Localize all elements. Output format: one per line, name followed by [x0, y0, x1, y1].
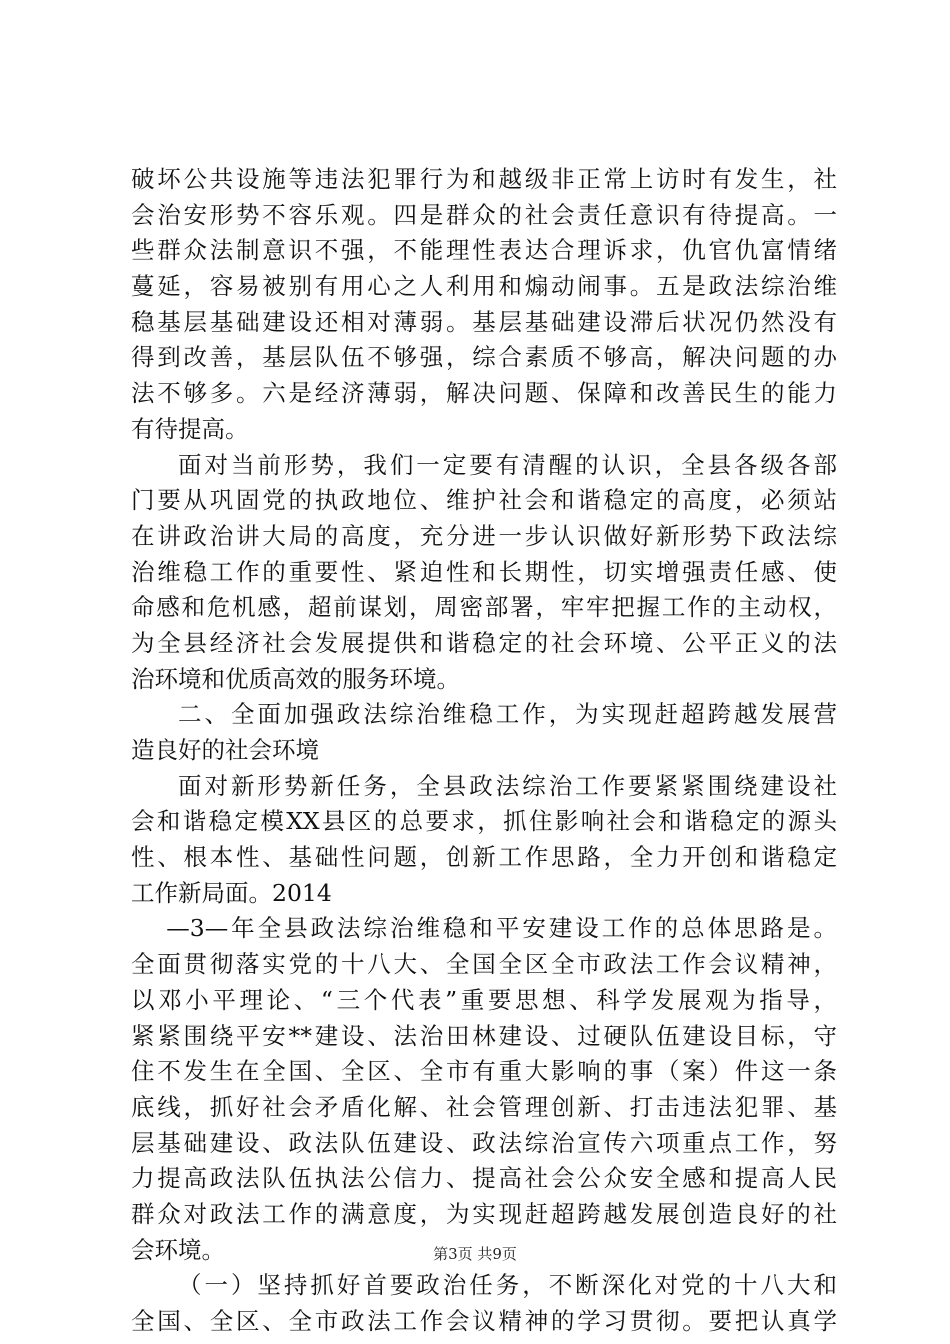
text-line: 治维稳工作的重要性、紧迫性和长期性，切实增强责任感、使	[131, 557, 837, 586]
text-line: 破坏公共设施等违法犯罪行为和越级非正常上访时有发生，社	[131, 165, 837, 193]
text-line: 门要从巩固党的执政地位、维护社会和谐稳定的高度，必须站	[131, 486, 837, 515]
text-line: 造良好的社会环境	[131, 736, 319, 764]
text-line: 会环境。	[131, 1235, 225, 1264]
text-line: 在讲政治讲大局的高度，充分进一步认识做好新形势下政法综	[131, 521, 837, 550]
page-number-footer: 第3页 共9页	[433, 1245, 517, 1263]
text-line: 治环境和优质高效的服务环境。	[131, 664, 460, 693]
text-line: 群众对政法工作的满意度，为实现赶超跨越发展创造良好的社	[131, 1199, 837, 1228]
text-line: 底线，抓好社会矛盾化解、社会管理创新、打击违法犯罪、基	[131, 1092, 837, 1121]
document-body	[131, 162, 837, 1340]
text-line: 会和谐稳定模XX县区的总要求，抓住影响社会和谐稳定的源头	[131, 807, 837, 836]
text-line: 有待提高。	[131, 414, 249, 443]
text-line: 命感和危机感，超前谋划，周密部署，牢牢把握工作的主动权，	[131, 593, 837, 622]
text-line: 会治安形势不容乐观。四是群众的社会责任意识有待提高。一	[131, 200, 837, 229]
text-line: 稳基层基础建设还相对薄弱。基层基础建设滞后状况仍然没有	[131, 307, 837, 336]
text-line: 全面贯彻落实党的十八大、全国全区全市政法工作会议精神，	[131, 950, 837, 979]
text-line: 性、根本性、基础性问题，创新工作思路，全力开创和谐稳定	[131, 843, 837, 872]
text-line: 面对当前形势，我们一定要有清醒的认识，全县各级各部	[178, 450, 837, 479]
text-line: 层基础建设、政法队伍建设、政法综治宣传六项重点工作，努	[131, 1128, 837, 1157]
text-line: （一）坚持抓好首要政治任务，不断深化对党的十八大和	[178, 1271, 837, 1300]
text-line: —3—年全县政法综治维稳和平安建设工作的总体思路是。	[166, 914, 837, 943]
text-line: 力提高政法队伍执法公信力、提高社会公众安全感和提高人民	[131, 1164, 837, 1193]
text-line: 全国、全区、全市政法工作会议精神的学习贯彻。要把认真学	[131, 1307, 837, 1335]
text-line: 面对新形势新任务，全县政法综治工作要紧紧围绕建设社	[178, 771, 837, 800]
text-line: 紧紧围绕平安**建设、法治田林建设、过硬队伍建设目标，守	[131, 1021, 837, 1050]
text-line: 以邓小平理论、“三个代表”重要思想、科学发展观为指导，	[131, 985, 837, 1014]
text-line: 蔓延，容易被别有用心之人利用和煽动闹事。五是政法综治维	[131, 272, 837, 301]
text-line: 住不发生在全国、全区、全市有重大影响的事（案）件这一条	[131, 1057, 837, 1086]
text-line: 得到改善，基层队伍不够强，综合素质不够高，解决问题的办	[131, 343, 837, 372]
text-line: 法不够多。六是经济薄弱，解决问题、保障和改善民生的能力	[131, 379, 837, 408]
text-line: 些群众法制意识不强，不能理性表达合理诉求，仇官仇富情绪	[131, 236, 837, 265]
text-line: 二、全面加强政法综治维稳工作，为实现赶超跨越发展营	[178, 700, 837, 729]
text-line: 为全县经济社会发展提供和谐稳定的社会环境、公平正义的法	[131, 628, 837, 657]
text-line: 工作新局面。2014	[131, 878, 332, 907]
